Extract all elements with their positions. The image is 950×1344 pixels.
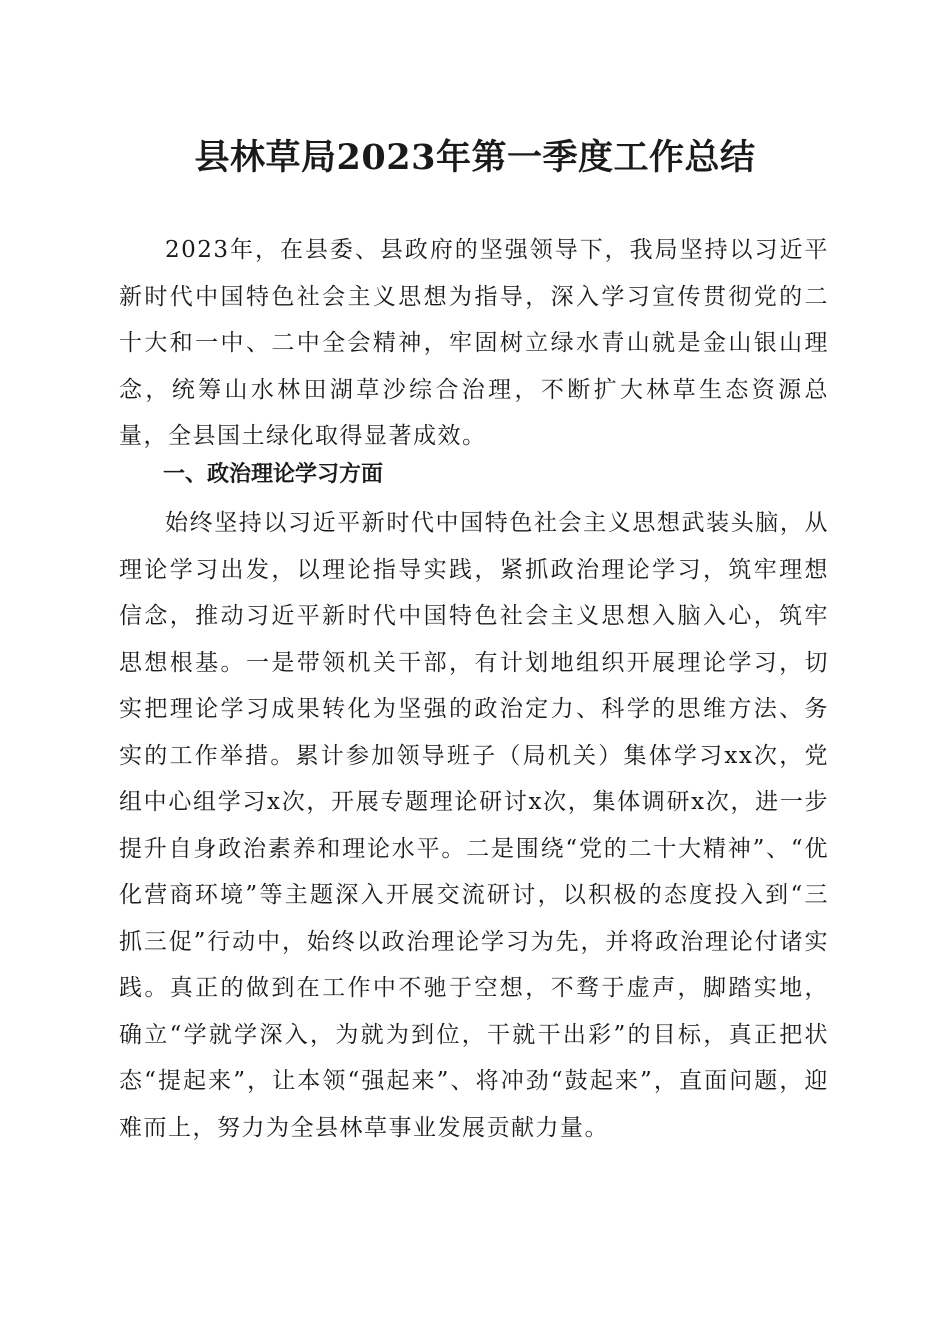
document-title: 县林草局2023年第一季度工作总结 [194,137,756,178]
section-paragraph: 始终坚持以习近平新时代中国特色社会主义思想武装头脑，从理论学习出发，以理论指导实践，紧抓政治理论学习，筑牢理想信念，推动习近平新时代中国特色社会主义思想入脑入心，筑牢思想根基。一是带领机关干部，有计划地组织开展理论学习，切实把理论学习成果转化为坚强的政治定力、科学的思维方法、务实的工作举措。累计参加领导班子（局机关）集体学习xx次，党组中心组学习x次，开展专题理论研讨x次，集体调研x次，进一步提升自身政治素养和理论水平。二是围绕“党的二十大精神”、“优化营商环境”等主题深入开展交流研讨，以积极的态度投入到“三抓三促”行动中，始终以政治理论学习为先，并将政治理论付诸实践。真正的做到在工作中不驰于空想，不骛于虚声，脚踏实地，确立“学就学深入，为就为到位，干就干出彩”的目标，真正把状态“提起来”，让本领“强起来”、将冲劲“鼓起来”，直面问题，迎难而上，努力为全县林草事业发展贡献力量。 [119,510,829,1141]
section-heading: 一、政治理论学习方面 [163,462,384,487]
intro-paragraph: 2023年，在县委、县政府的坚强领导下，我局坚持以习近平新时代中国特色社会主义思想为指导，深入学习宣传贯彻党的二十大和一中、二中全会精神，牢固树立绿水青山就是金山银山理念，统筹山水林田湖草沙综合治理，不断扩大林草生态资源总量，全县国土绿化取得显著成效。 [119,237,829,449]
